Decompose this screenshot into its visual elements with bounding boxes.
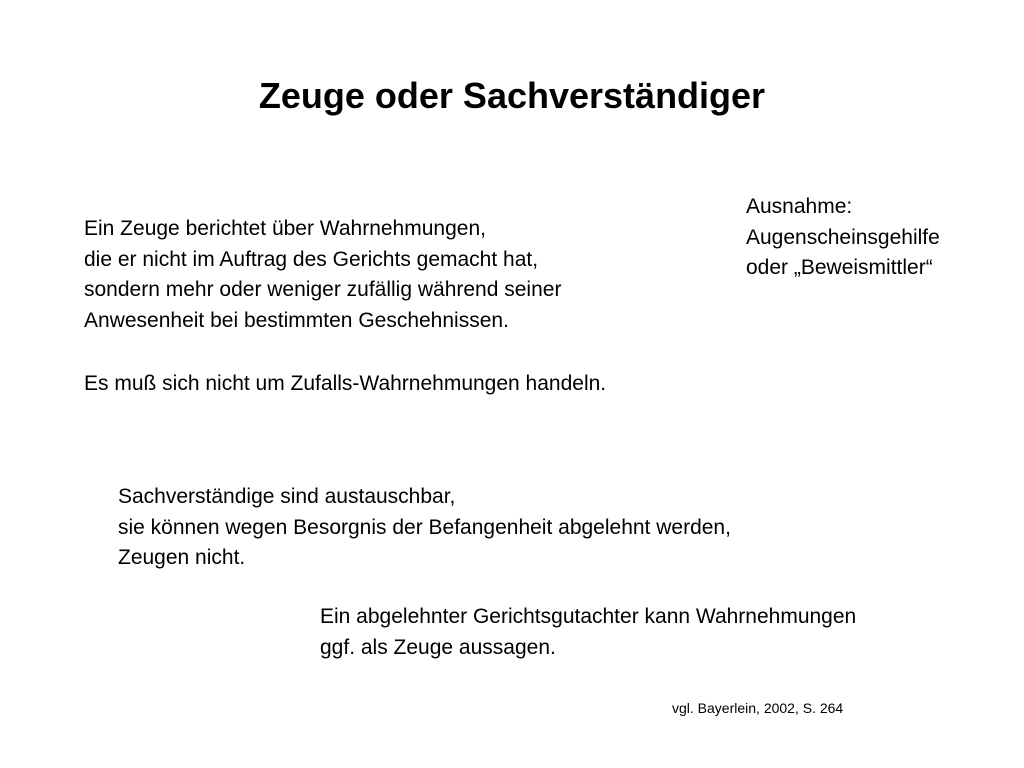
text-line: Sachverständige sind austauschbar, (118, 485, 456, 508)
text-line: Augenscheinsgehilfe (746, 225, 940, 249)
text-line: die er nicht im Auftrag des Gerichts gemacht hat, (84, 247, 539, 271)
slide-title: Zeuge oder Sachverständiger (258, 75, 766, 116)
experts-text (118, 482, 731, 574)
citation: vgl. Bayerlein, 2002, S. 264 (672, 700, 844, 716)
exception-text (746, 192, 940, 284)
text-line: oder „Beweismittler“ (746, 256, 933, 279)
rejected-expert-text (320, 602, 856, 663)
witness-note: Es muß sich nicht um Zufalls-Wahrnehmungen handeln. (84, 372, 607, 395)
text-line: ggf. als Zeuge aussagen. (320, 635, 556, 659)
text-line: sie können wegen Besorgnis der Befangenheit abgelehnt werden, (118, 515, 731, 539)
text-line: Ausnahme: (746, 195, 853, 218)
text-line: sondern mehr oder weniger zufällig während seiner (84, 278, 562, 301)
text-line: Anwesenheit bei bestimmten Geschehnissen. (84, 308, 509, 332)
text-line: Ein Zeuge berichtet über Wahrnehmungen, (84, 217, 486, 240)
witness-definition-text (84, 214, 561, 336)
text-line: Zeugen nicht. (118, 546, 246, 569)
text-line: Ein abgelehnter Gerichtsgutachter kann Wahrnehmungen (320, 605, 857, 628)
